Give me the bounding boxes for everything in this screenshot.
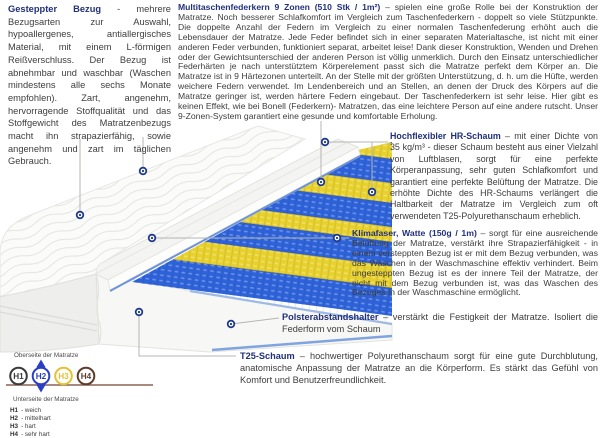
body-t25-foam: – hochwertiger Polyurethanschaum sorgt für eine gute Durchblutung, anatomische Anpassung der Matratze an die Körperform. Es stärkt das Gefühl von Komfort und Benutzerfreundlichkeit. <box>240 351 598 385</box>
body-quilted-cover: - mehrere Bezugsarten zur Auswahl, hypoallergenes, antiallergisches Material, mit einem L-förmigen Reißverschluss. Der Bezug ist abnehmbar und waschbar (Waschen mindestens alle sechs Monate empfohlen). Zart, angenehm, hervorragende Stoffqualität und das Stoffgewicht des Matratzenbezugs macht ihn strapazierfähig, sowie angenehm und zart im täglichen Gebrauch. <box>8 4 171 167</box>
paragraph-hr-foam <box>390 131 598 222</box>
callout-dot <box>135 308 143 316</box>
body-spacer: – verstärkt die Festigkeit der Matratze. Isoliert die Federform vom Schaum <box>282 312 598 334</box>
paragraph-t25-foam <box>240 351 598 386</box>
zone-label-h1: H1 <box>13 372 24 381</box>
callout-dot <box>76 211 84 219</box>
paragraph-climate-fiber <box>352 229 598 298</box>
callout-dot <box>148 234 156 242</box>
legend-item: H2 - mittelhart <box>10 415 51 422</box>
arrow-up-icon <box>36 360 45 368</box>
callout-dot <box>321 138 329 146</box>
zone-label-h3: H3 <box>58 372 69 381</box>
body-pocket-springs: – spielen eine große Rolle bei der Konstruktion der Matratze. Noch besserer Schlafkomfort im Vergleich zum Taschenfederkern - doppelt so viele Stützpunkte. Die doppelte Anzahl der Federn im Vergleich zu einer normalen Taschenfederung erhöht auch die Lebensdauer der Matratze. Jede Feder befindet sich in einer separaten Materialtasche, ist nicht mit einer anderen Feder verbunden, funktioniert separat, arbeitet leise! Dank dieser Konstruktion, Wenden und Drehen oder der Gewichtsunterschied der anderen Person ist völlig unmerklich. Durch den Einsatz unterschiedlicher Federhärten je nach unterstütztem Körperelement passt sich die Matratze perfekt dem Körper an. Die Matratze ist in 9 Härtezonen unterteilt. An der Stelle mit der größten Unterstützung, d. h. um die Hüfte, werden weichere Federn verwendet. Im Lendenbereich und an Stellen, an denen der Druck des Körpers auf die Matratze geringer ist, werden härtere Federn eingebaut. Der Taschenfederkern ist sehr leise. Hier gibt es keinen Effekt, wie bei Bonell (Federkern)- Matratzen, das eine leichtere Person auf eine andere rutscht. Unser 9-Zonen-System garantiert eine gesunde und komfortable Erholung. <box>178 2 598 121</box>
body-climate-fiber: – sorgt für eine ausreichende Belüftung der Matratze, verstärkt ihre Strapazierfähigkeit - in einem versteppten Bezug ist er mit dem Bezug verbunden, was das Waschen in der Waschmaschine effektiv verhindert. Beim ungesteppten Bezug ist es der innere Teil der Matratze, der nicht mit dem Bezug verbunden ist, was das Waschen des Bezuges in der Waschmaschine ermöglicht. <box>352 228 598 298</box>
paragraph-quilted-cover <box>8 3 171 168</box>
body-hr-foam: – mit einer Dichte von 35 kg/m³ - dieser Schaum besteht aus einer Vielzahl von Luftblasen, sorgt für eine perfekte Körperanpassung, sehr guten Schlafkomfort und garantiert eine perfekte Belüftung der Matratze. Die erhöhte Dichte des HR-Schaums verlängert die Haltbarkeit der Matratze im Vergleich zum oft verwendeten T25-Polyurethanschaum erheblich. <box>390 131 598 221</box>
legend-item: H3 - hart <box>10 423 36 430</box>
zones-legend <box>10 407 51 438</box>
heading-spacer: Polsterabstandshalter <box>282 312 379 322</box>
zones-top-label: Oberseite der Matratze <box>14 352 79 359</box>
heading-t25-foam: T25-Schaum <box>240 351 295 361</box>
paragraph-pocket-springs <box>178 3 598 122</box>
zone-label-h2: H2 <box>35 372 47 381</box>
heading-pocket-springs: Multitaschenfederkern 9 Zonen (510 Stk / 1m²) <box>178 2 381 12</box>
paragraph-spacer <box>282 312 598 336</box>
callout-dot <box>368 188 376 196</box>
callout-dot <box>317 178 325 186</box>
heading-quilted-cover: Gesteppter Bezug <box>8 4 102 14</box>
heading-climate-fiber: Klimafaser, Watte (150g / 1m) <box>352 228 477 238</box>
heading-hr-foam: Hochflexibler HR-Schaum <box>390 131 501 141</box>
arrow-down-icon <box>36 385 45 393</box>
zones-diagram <box>6 352 153 438</box>
legend-item: H4 - sehr hart <box>10 431 50 438</box>
callout-dot <box>227 320 235 328</box>
zones-bottom-label: Unterseite der Matratze <box>13 396 79 403</box>
callout-dot <box>333 234 341 242</box>
legend-item: H1 - weich <box>10 407 42 414</box>
zone-label-h4: H4 <box>80 372 92 381</box>
